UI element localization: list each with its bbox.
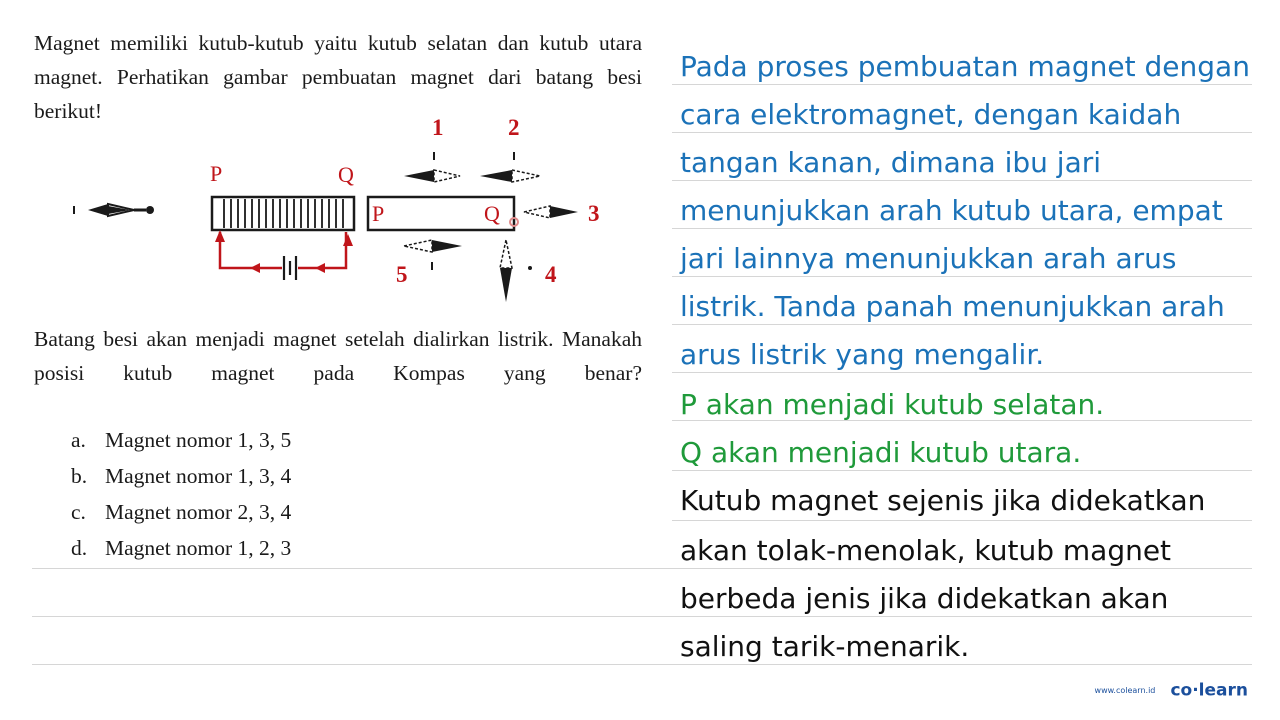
answer-line: akan tolak-menolak, kutub magnet [680,534,1172,567]
coil-label-p: P [210,161,223,186]
option-letter: d. [71,536,88,560]
answer-line-highlight: P akan menjadi kutub selatan. [680,388,1105,421]
answer-line: Kutub magnet sejenis jika didekatkan [680,484,1206,517]
compass-2-needle [480,152,540,182]
footer-branding [1095,680,1248,701]
answer-line: menunjukkan arah kutub utara, empat [680,194,1223,227]
option-letter: a. [71,428,86,452]
answer-line: tangan kanan, dimana ibu jari [680,146,1102,179]
bar-label-p: P [372,201,385,226]
answer-line: arus listrik yang mengalir. [680,338,1045,371]
magnet-figure [60,100,620,310]
option-letter: c. [71,500,86,524]
answer-line: berbeda jenis jika didekatkan akan [680,582,1169,615]
left-compass-needle [74,204,154,216]
compass-number-1: 1 [432,115,444,140]
compass-1-needle [404,152,460,182]
compass-4-needle [500,240,532,302]
answer-line: listrik. Tanda panah menunjukkan arah [680,290,1225,323]
brand-logo: co·learn [1170,680,1248,701]
answer-line: jari lainnya menunjukkan arah arus [680,242,1177,275]
compass-number-2: 2 [508,115,520,140]
footer-url[interactable]: www.colearn.id [1094,686,1156,695]
option-text: Magnet nomor 1, 3, 4 [105,464,292,488]
option-text: Magnet nomor 1, 3, 5 [105,428,292,452]
bar-label-q: Q [484,201,500,226]
compass-3-needle [524,206,578,218]
question-intro: Magnet memiliki kutub-kutub yaitu kutub selatan dan kutub utara magnet. Perhatikan gambar pembuatan magnet dari batang besi berikut! [34,31,642,123]
option-c[interactable] [71,500,291,525]
coil-label-q: Q [338,162,354,187]
option-text: Magnet nomor 2, 3, 4 [105,500,292,524]
compass-number-3: 3 [588,201,600,226]
compass-5-needle [404,240,462,270]
coil-windings [224,199,343,228]
coil-core [212,197,354,230]
option-b[interactable] [71,464,291,489]
battery [284,256,296,280]
answer-line: cara elektromagnet, dengan kaidah [680,98,1182,131]
question-body: Batang besi akan menjadi magnet setelah dialirkan listrik. Manakah posisi kutub magnet pada Kompas yang benar? [34,327,642,385]
option-a[interactable] [71,428,291,453]
answer-line: Pada proses pembuatan magnet dengan [680,50,1250,83]
compass-number-5: 5 [396,262,408,287]
option-letter: b. [71,464,88,488]
option-text: Magnet nomor 1, 2, 3 [105,536,292,560]
answer-line: saling tarik-menarik. [680,630,970,663]
answer-line-highlight: Q akan menjadi kutub utara. [680,436,1082,469]
compass-number-4: 4 [545,262,557,287]
option-d[interactable] [71,536,291,561]
